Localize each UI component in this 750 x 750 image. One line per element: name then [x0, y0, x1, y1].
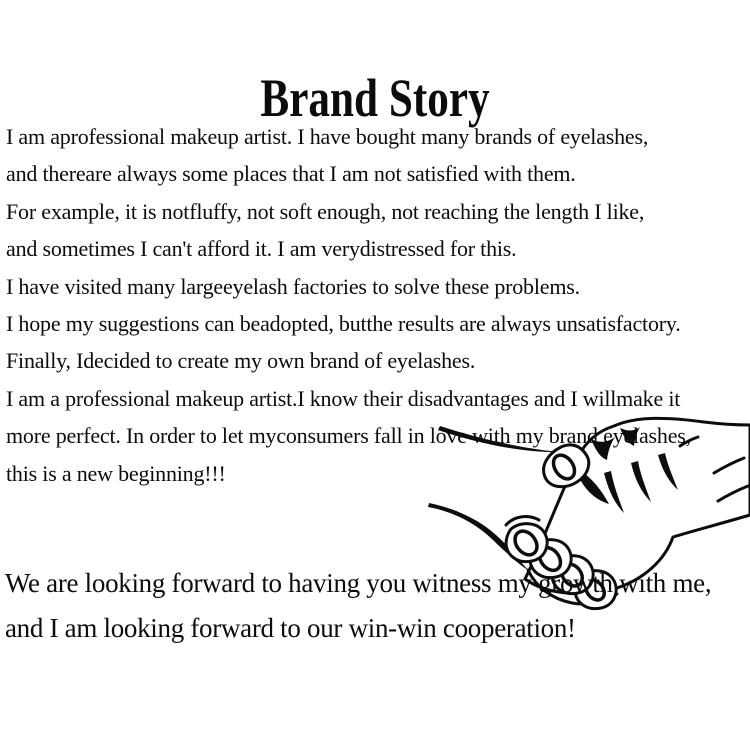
story-line: and sometimes I can't afford it. I am verydistressed for this. — [6, 236, 517, 262]
story-line: and thereare always some places that I am not satisfied with them. — [6, 161, 576, 187]
page-title: Brand Story — [260, 68, 490, 129]
story-line: I hope my suggestions can beadopted, butthe results are always unsatisfactory. — [6, 311, 681, 337]
story-line: more perfect. In order to let myconsumers fall in love with my brand eyelashes, — [6, 423, 691, 449]
story-line: Finally, Idecided to create my own brand of eyelashes. — [6, 348, 476, 374]
closing-statement — [5, 561, 711, 651]
story-line: I am aprofessional makeup artist. I have bought many brands of eyelashes, — [6, 124, 649, 149]
story-line: I have visited many largeeyelash factories to solve these problems. — [6, 273, 580, 299]
closing-line: and I am looking forward to our win-win cooperation! — [5, 613, 576, 643]
story-line: this is a new beginning!!! — [6, 460, 226, 486]
brand-story-paragraph — [6, 118, 691, 492]
closing-line: We are looking forward to having you witness my growth with me, — [5, 568, 712, 598]
story-line: For example, it is notfluffy, not soft enough, not reaching the length I like, — [6, 198, 645, 224]
story-line: I am a professional makeup artist.I know their disadvantages and I willmake it — [6, 385, 681, 411]
